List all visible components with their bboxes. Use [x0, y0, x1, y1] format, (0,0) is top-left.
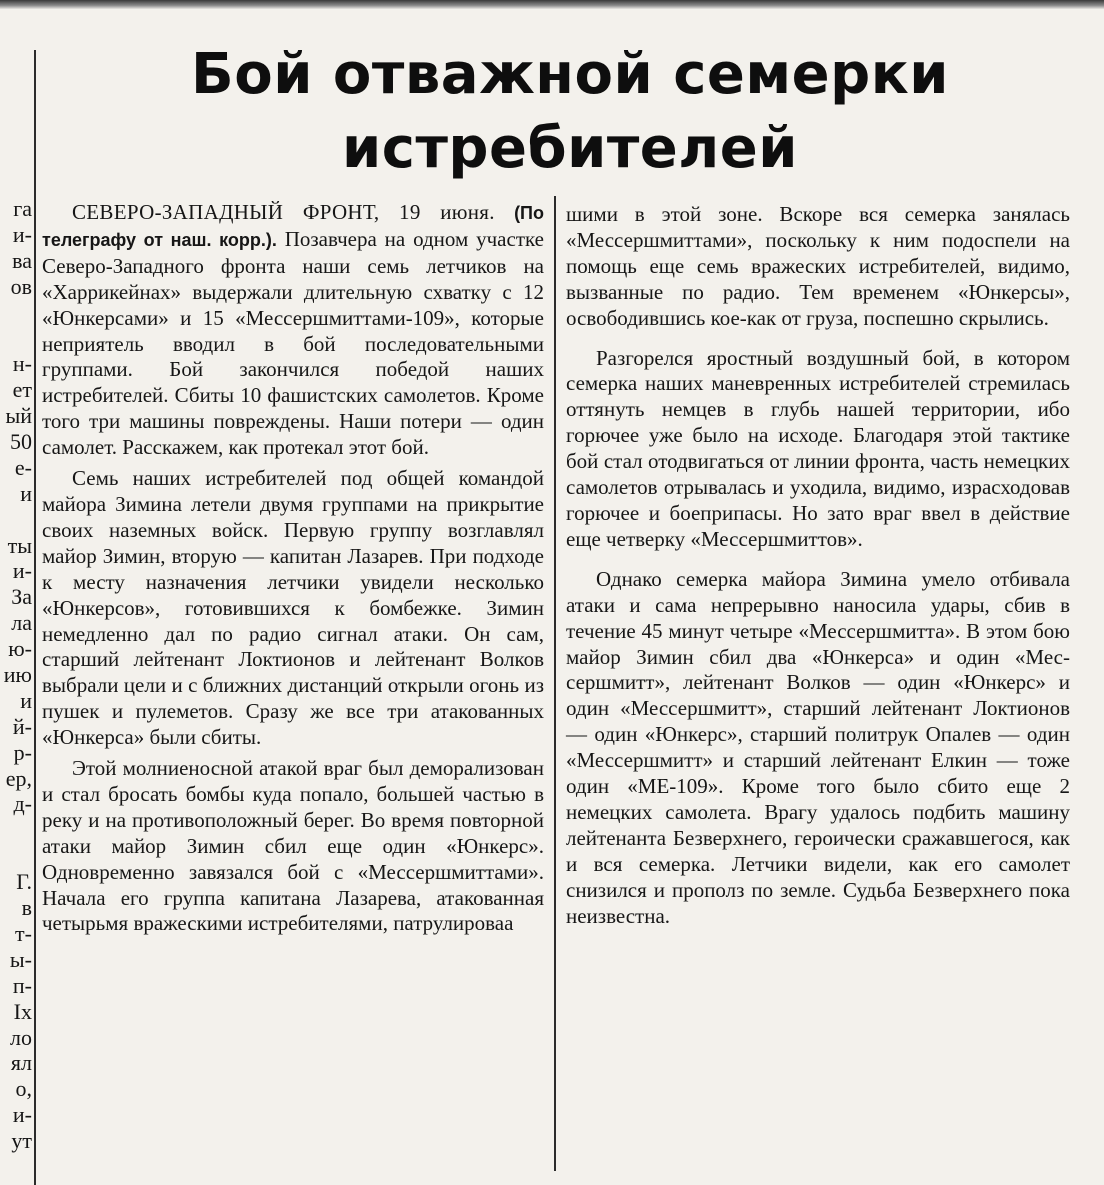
body-paragraph: Однако семерка майора Зимина умело отбивала атаки и сама непрерывно наносила удары, сбив в течение 45 минут четыре «Мессершмитта». В этом бою майор Зимин сбил два «Юнкерса» и один «Мессершмитт», лейтенант Волков — один «Юнкерс» и один «Мессершмитт», старший лейтенант Локтионов — один «Юнкерс», старший политрук Опалев — один «Мессершмитт» и старший лейтенант Елкин — тоже один «МЕ-109». Кроме того было сбито еще 2 немецких самолета. Врагу удалось подбить машину лейтенанта Безверхнего, героически сражавшегося, как и вся семерка. Летчики видели, как его самолет снизился и прополз по земле. Судьба Безверхнего пока неизвестна.: [566, 566, 1070, 928]
previous-column-fragment: о,: [15, 1076, 32, 1102]
previous-column-fragment: и: [20, 480, 32, 506]
article-headline: [60, 38, 1080, 186]
previous-column-fragment: ы-: [9, 946, 32, 972]
lead-paragraph: [42, 200, 544, 461]
previous-column-fragment: ю-: [8, 636, 32, 662]
previous-column-fragment: й-: [12, 713, 32, 739]
byline: (По телеграфу от наш. корр.).: [42, 203, 544, 250]
previous-column-fragment: [0, 507, 32, 533]
previous-column-fragment: ов: [10, 273, 32, 299]
previous-column-fragment: Г.: [16, 869, 32, 895]
previous-column-fragment: р-: [13, 739, 32, 765]
previous-column-fragment: ый: [5, 403, 32, 429]
previous-column-fragment: п-: [12, 972, 32, 998]
previous-column-fragment: и: [20, 687, 32, 713]
previous-column-fragment: и-: [12, 1102, 32, 1128]
body-paragraph: Семь наших истребителей под общей командой майора Зимина летели двумя группами на прикрытие своих наземных войск. Первую группу возглавлял майор Зимин, вторую — капитан Лазарев. При подходе к месту назначения летчики увидели несколько «Юнкерсов», готовившихся к бомбежке. Зимин немедленно дал по радио сигнал атаки. Он сам, старший лейтенант Локтионов и лейтенант Волков выбрали цели и с ближних дистанций открыли огонь из пушек и пулеметов. Сразу же все три атакованных «Юнкерса» были сбиты.: [42, 466, 544, 750]
previous-column-fragment: За: [11, 584, 32, 610]
previous-column-fragment: ут: [11, 1128, 32, 1154]
body-paragraph: Этой молниеносной атакой враг был деморализован и стал бросать бомбы куда попало, большей частью в реку и на противоположный берег. Во время повторной атаки майор Зимин сбил еще один «Юнкерс». Одновременно завязался бой с «Мессершмиттами». Начала его группа капитана Лазарева, атакованная четырьмя вражескими истребителями, патрулироваа: [42, 756, 544, 936]
headline-line-1: Бой отважной семерки: [191, 42, 949, 107]
body-paragraph: Разгорелся яростный воздушный бой, в котором семерка наших маневренных истребителей стремилась оттянуть немцев в глубь нашей территории, ибо горючее уже было на исходе. Благодаря этой тактике бой стал отодвигаться от линии фронта, часть немецких самолетов отрывалась и уходила, видимо, израсходовав горючее и боеприпасы. Но зато враг ввел в действие еще четверку «Мессершмиттов».: [566, 345, 1070, 551]
article-column-left: [42, 200, 544, 937]
previous-column-fragment: ет: [12, 377, 32, 403]
article-column-right: [566, 202, 1070, 929]
previous-column-fragment: 50: [10, 429, 32, 455]
previous-column-fragment: [0, 325, 32, 351]
top-border-rule: [0, 0, 1104, 9]
previous-column-fragment: [0, 300, 32, 326]
previous-column-strip: [0, 196, 32, 1185]
previous-column-fragment: ла: [11, 610, 32, 636]
previous-column-fragment: ию: [3, 662, 32, 688]
previous-column-fragment: [0, 843, 32, 869]
previous-column-fragment: т-: [15, 920, 32, 946]
previous-column-fragment: ял: [10, 1050, 32, 1076]
previous-column-fragment: ло: [10, 1024, 32, 1050]
middle-column-rule: [554, 196, 556, 1171]
dateline: СЕВЕРО-ЗАПАДНЫЙ ФРОНТ, 19 июня.: [72, 200, 495, 224]
lead-text: Позавчера на одном участке Северо-Западного фронта наши семь летчиков на «Харрикейнах» выдержали длительную схватку с 12 «Юнкерсами» и 15 «Мессершмиттами-109», которые неприятель вводил в бой последовательными группами. Бой закончился победой наших истребителей. Сбиты 10 фашистских самолетов. Кроме того три машины повреждены. Наши потери — один самолет. Расскажем, как протекал этот бой.: [42, 226, 545, 460]
previous-column-fragment: д-: [13, 791, 32, 817]
previous-column-fragment: ты: [7, 532, 32, 558]
previous-column-fragment: ва: [12, 247, 32, 273]
previous-column-fragment: и-: [12, 221, 32, 247]
previous-column-fragment: Ix: [13, 998, 32, 1024]
previous-column-fragment: в: [21, 895, 32, 921]
body-paragraph-continued: шими в этой зоне. Вскоре вся семерка занялась «Мессершмиттами», поскольку к ним подоспели на помощь еще семь вражеских истребителей, видимо, вызванные по радио. Тем временем «Юнкерсы», освободившись кое-как от груза, поспешно скрылись.: [566, 202, 1070, 330]
previous-column-fragment: и-: [12, 558, 32, 584]
previous-column-fragment: е-: [14, 454, 32, 480]
previous-column-fragment: га: [13, 196, 32, 221]
previous-column-fragment: [0, 817, 32, 843]
left-column-rule: [34, 50, 36, 1185]
previous-column-fragment: н-: [12, 351, 32, 377]
headline-line-2: истребителей: [342, 116, 798, 181]
previous-column-fragment: ер,: [5, 765, 32, 791]
